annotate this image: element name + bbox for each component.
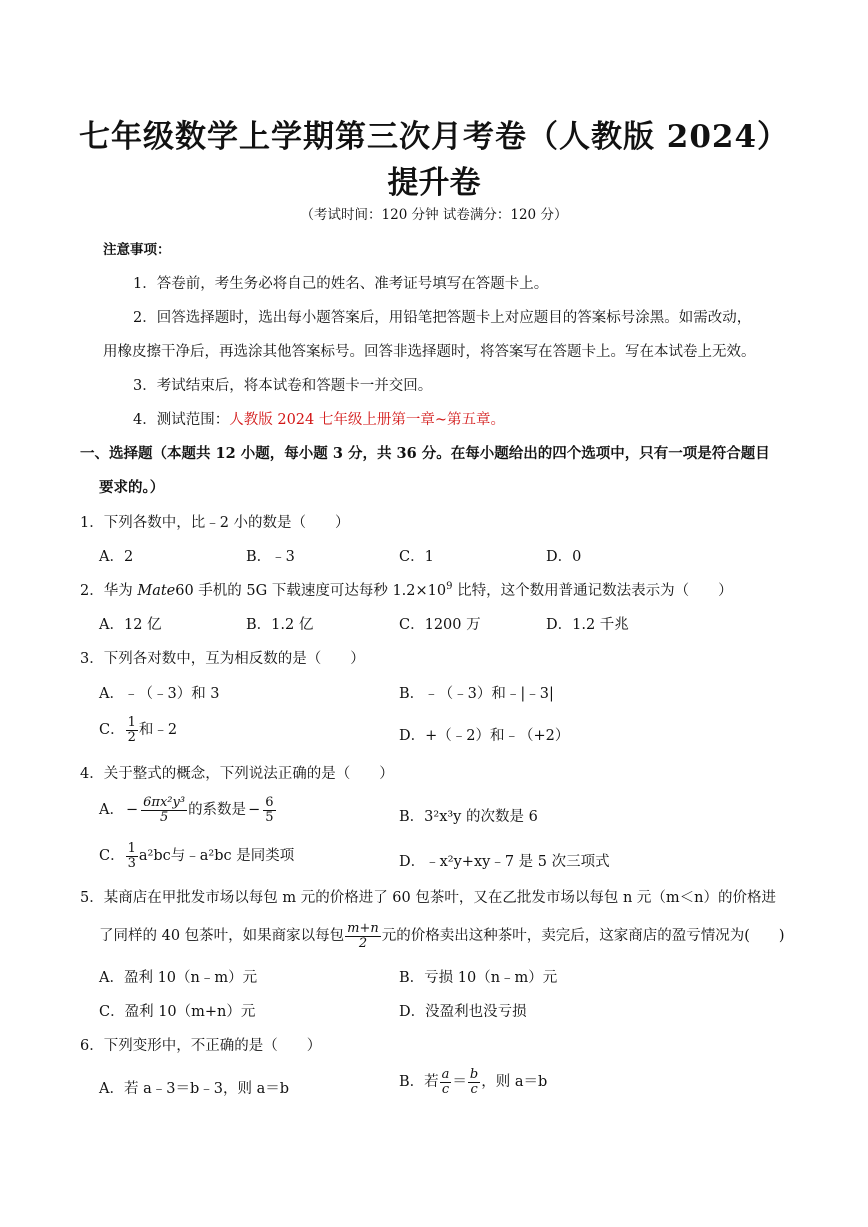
note-item-2-line1: 2．回答选择题时，选出每小题答案后，用铅笔把答题卡上对应题目的答案标号涂黑。如需改动， — [133, 310, 752, 326]
q5-stem-line2-part-b: 元的价格卖出这种茶叶，卖完后，这家商店的盈亏情况为( ) — [381, 928, 785, 945]
q4-option-c-denominator: 3 — [127, 855, 136, 871]
note-item-4-prefix: 4．测试范围： — [133, 412, 230, 428]
q4-option-b: B．3²x³y 的次数是 6 — [399, 809, 538, 825]
q6-option-b-left-denominator: c — [441, 1081, 450, 1097]
q3-option-a: A．﹣（﹣3）和 3 — [99, 686, 220, 702]
notes-heading: 注意事项： — [103, 242, 171, 258]
q6-option-a: A．若 a﹣3＝b﹣3，则 a＝b — [99, 1081, 289, 1097]
q4-option-c-numerator: 1 — [127, 841, 136, 856]
q3-option-c-suffix: 和﹣2 — [138, 722, 178, 739]
q5-option-c: C．盈利 10（m+n）元 — [99, 1004, 256, 1020]
exam-subtitle-level: 提升卷 — [387, 165, 481, 201]
q3-stem: 3．下列各对数中，互为相反数的是（ ） — [80, 651, 365, 667]
exam-time-score: （考试时间：120 分钟 试卷满分：120 分） — [300, 207, 568, 223]
q1-option-a: A．2 — [99, 549, 134, 565]
q2-option-a: A．12 亿 — [99, 617, 162, 633]
q5-option-a: A．盈利 10（n﹣m）元 — [99, 970, 258, 986]
q4-option-a-coef-fraction — [263, 796, 275, 824]
q3-option-c-numerator: 1 — [127, 715, 136, 730]
note-item-1: 1．答卷前，考生务必将自己的姓名、准考证号填写在答题卡上。 — [133, 276, 549, 292]
q4-option-c-fraction — [126, 842, 138, 870]
q2-stem-brand: Mate — [137, 583, 176, 599]
q4-option-c-prefix: C． — [99, 848, 125, 865]
exam-title: 七年级数学上学期第三次月考卷（人教版 2024） — [78, 119, 790, 155]
q4-option-a-coef-denominator: 5 — [265, 809, 274, 825]
q6-option-b-right-denominator: c — [470, 1081, 478, 1097]
q6-option-b-right-numerator: b — [469, 1067, 479, 1082]
q3-option-c-fraction — [126, 716, 138, 744]
minus-sign: − — [125, 802, 139, 819]
q3-option-b: B．﹣（﹣3）和﹣|﹣3| — [399, 686, 554, 702]
q2-stem — [80, 579, 733, 600]
section1-heading-line1: 一、选择题（本题共 12 小题，每小题 3 分，共 36 分。在每小题给出的四个选项中，只有一项是符合题目 — [80, 445, 770, 462]
q4-option-c — [99, 842, 294, 870]
q5-stem-line2 — [99, 922, 785, 950]
q6-option-b-suffix: ，则 a＝b — [481, 1074, 548, 1091]
q2-option-b: B．1.2 亿 — [246, 617, 314, 633]
q6-option-b-fraction-right — [468, 1068, 480, 1096]
q2-option-c: C．1200 万 — [399, 617, 481, 633]
q3-option-c — [99, 716, 177, 744]
q5-option-b: B．亏损 10（n﹣m）元 — [399, 970, 558, 986]
q4-option-a-prefix: A． — [99, 802, 124, 819]
test-range-text: 人教版 2024 七年级上册第一章~第五章。 — [229, 412, 506, 428]
q4-option-a-fraction — [141, 796, 187, 824]
q5-price-fraction — [345, 922, 381, 950]
note-item-3: 3．考试结束后，将本试卷和答题卡一并交回。 — [133, 378, 433, 394]
q4-option-d: D．﹣x²y+xy﹣7 是 5 次三项式 — [399, 854, 610, 870]
q6-option-b-equals: ＝ — [452, 1074, 467, 1091]
q6-option-b-prefix: B．若 — [399, 1074, 439, 1091]
note-item-2-line2: 用橡皮擦干净后，再选涂其他答案标号。回答非选择题时，将答案写在答题卡上。写在本试卷上无效。 — [103, 344, 756, 360]
q4-option-a-coef-numerator: 6 — [265, 795, 274, 810]
q3-option-c-prefix: C． — [99, 722, 125, 739]
q4-option-a-denominator: 5 — [159, 809, 169, 825]
note-item-4 — [133, 408, 505, 429]
minus-sign: − — [248, 802, 261, 819]
q4-option-a — [99, 796, 277, 824]
q4-option-a-mid: 的系数是 — [188, 802, 247, 819]
q1-option-d: D．0 — [546, 549, 582, 565]
q5-price-denominator: 2 — [358, 935, 368, 951]
section1-heading-line2: 要求的。） — [99, 479, 165, 496]
q6-stem: 6．下列变形中，不正确的是（ ） — [80, 1038, 322, 1054]
q4-stem: 4．关于整式的概念，下列说法正确的是（ ） — [80, 766, 394, 782]
q2-stem-exponent: 9 — [446, 581, 453, 593]
q2-stem-part-a: 2．华为 — [80, 583, 138, 599]
q4-option-c-suffix: a²bc与﹣a²bc 是同类项 — [138, 848, 295, 865]
q5-option-d: D．没盈利也没亏损 — [399, 1004, 527, 1020]
q2-option-d: D．1.2 千兆 — [546, 617, 629, 633]
q3-option-d: D．+（﹣2）和﹣（+2） — [399, 728, 570, 744]
q5-stem-line2-part-a: 了同样的 40 包茶叶，如果商家以每包 — [99, 928, 345, 945]
q1-stem: 1．下列各数中，比﹣2 小的数是（ ） — [80, 515, 350, 531]
q6-option-b-left-numerator: a — [441, 1067, 450, 1082]
q2-stem-part-b: 60 手机的 5G 下载速度可达每秒 1.2×10 — [175, 583, 447, 599]
q5-price-numerator: m+n — [347, 921, 379, 936]
q1-option-b: B．﹣3 — [246, 549, 295, 565]
q4-option-a-numerator: 6πx²y³ — [143, 795, 186, 810]
q5-stem-line1: 5．某商店在甲批发市场以每包 m 元的价格进了 60 包茶叶，又在乙批发市场以每包 n 元（m＜n）的价格进 — [80, 890, 777, 906]
q2-stem-part-c: 比特，这个数用普通记数法表示为（ ） — [452, 583, 733, 599]
q1-option-c: C．1 — [399, 549, 434, 565]
q3-option-c-denominator: 2 — [127, 729, 136, 745]
q6-option-b-fraction-left — [440, 1068, 452, 1096]
q6-option-b — [399, 1068, 547, 1096]
